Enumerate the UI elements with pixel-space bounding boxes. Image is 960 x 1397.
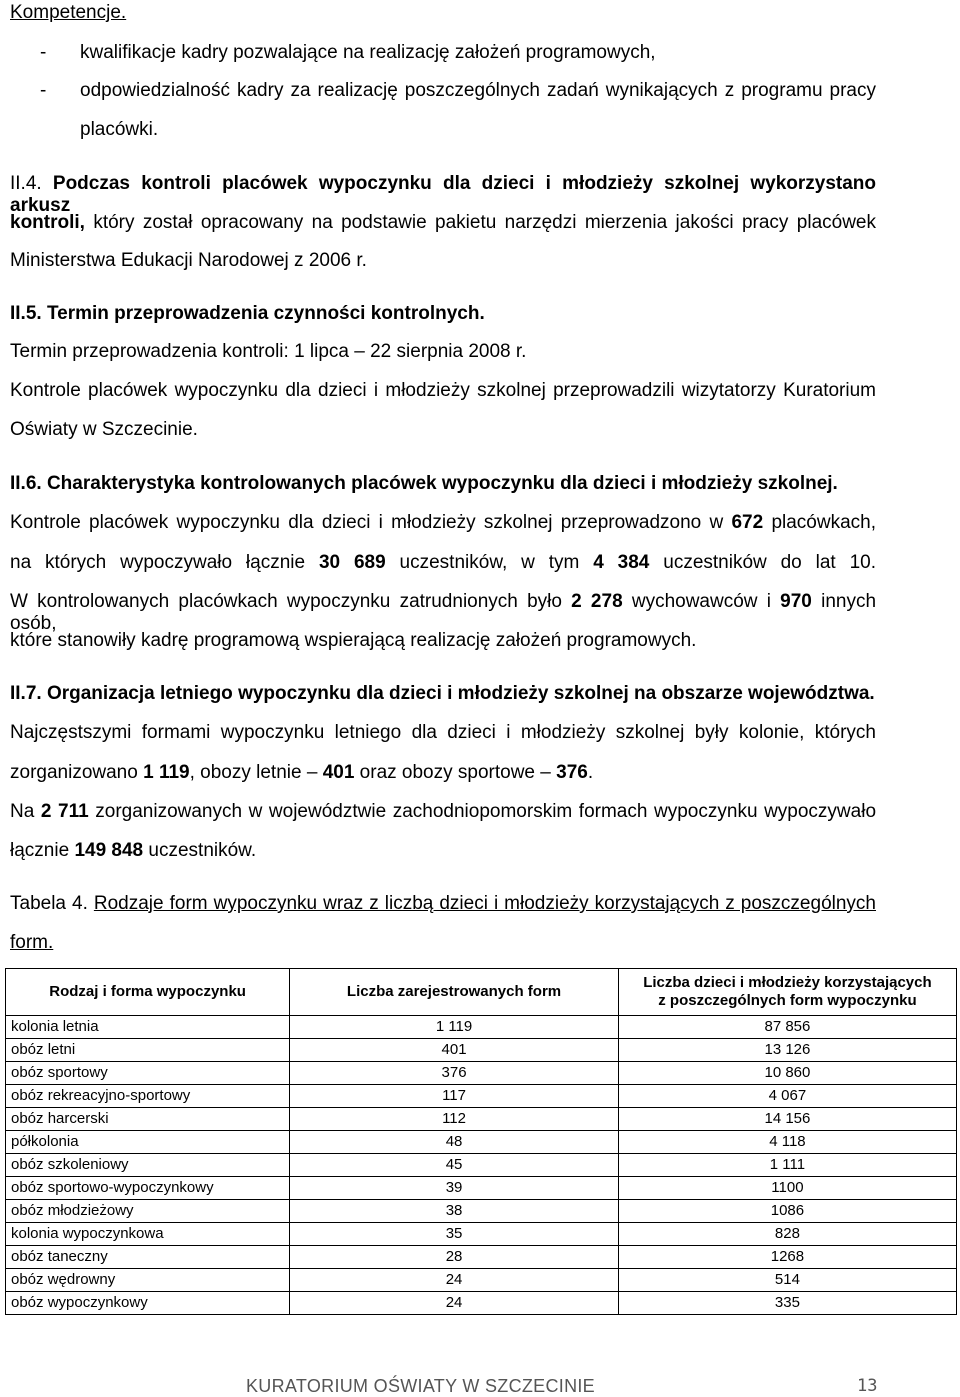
table-row (6, 1177, 957, 1200)
table-cell-form: obóz rekreacyjno-sportowy (6, 1085, 290, 1108)
table-cell-participants: 1100 (618, 1177, 956, 1200)
table-cell-count: 1 119 (290, 1016, 619, 1039)
table-header-cell: Rodzaj i forma wypoczynku (6, 969, 290, 1016)
section-2-5-line3: Oświaty w Szczecinie. (10, 419, 198, 440)
table-row (6, 1154, 957, 1177)
section-2-7-l1: Najczęstszymi formami wypoczynku letniego dla dzieci i młodzieży szkolnej były kolonie, których (10, 722, 876, 743)
section-2-6-p2: na których wypoczywało łącznie 30 689 uczestników, w tym 4 384 uczestników do lat 10. (10, 552, 876, 573)
table-caption-line1: Tabela 4. Rodzaje form wypoczynku wraz z liczbą dzieci i młodzieży korzystających z poszczególnych (10, 893, 876, 914)
table-cell-form: obóz sportowo-wypoczynkowy (6, 1177, 290, 1200)
section-2-4-line2: kontroli, który został opracowany na podstawie pakietu narzędzi mierzenia jakości pracy placówek (10, 212, 876, 233)
table-cell-form: obóz taneczny (6, 1246, 290, 1269)
table-row (6, 1039, 957, 1062)
table-cell-form: obóz wędrowny (6, 1269, 290, 1292)
table-cell-participants: 13 126 (618, 1039, 956, 1062)
competency-item: - (40, 80, 47, 101)
section-2-7-l4: łącznie 149 848 uczestników. (10, 840, 257, 861)
footer-organization: KURATORIUM OŚWIATY W SZCZECINIE (246, 1376, 595, 1396)
section-2-6-p3: W kontrolowanych placówkach wypoczynku zatrudnionych było 2 278 wychowawców i 970 innych osób, (10, 591, 877, 634)
table-cell-form: obóz szkoleniowy (6, 1154, 290, 1177)
table-cell-participants: 4 118 (618, 1131, 956, 1154)
competency-item-text: kwalifikacje kadry pozwalające na realizację założeń programowych, (80, 42, 656, 63)
table-row (6, 1131, 957, 1154)
table-row (6, 1292, 957, 1315)
table-cell-form: obóz wypoczynkowy (6, 1292, 290, 1315)
table-cell-count: 48 (290, 1131, 619, 1154)
competencies-heading: Kompetencje. (10, 2, 127, 23)
section-2-7-l3: Na 2 711 zorganizowanych w województwie zachodniopomorskim formach wypoczynku wypoczywało (10, 801, 877, 822)
table-caption-line2: form. (10, 932, 54, 953)
competency-item: - (40, 42, 47, 63)
table-cell-count: 45 (290, 1154, 619, 1177)
table-cell-count: 24 (290, 1269, 619, 1292)
table-row (6, 1062, 957, 1085)
table-cell-participants: 4 067 (618, 1085, 956, 1108)
page-number: 13 (857, 1376, 878, 1396)
table-cell-count: 117 (290, 1085, 619, 1108)
table-cell-form: obóz letni (6, 1039, 290, 1062)
table-cell-count: 28 (290, 1246, 619, 1269)
table-cell-count: 35 (290, 1223, 619, 1246)
table-header-cell: Liczba zarejestrowanych form (290, 969, 619, 1016)
table-cell-participants: 514 (618, 1269, 956, 1292)
competency-item-text: odpowiedzialność kadry za realizację poszczególnych zadań wynikających z programu pracy (80, 80, 876, 101)
table-row (6, 1200, 957, 1223)
section-2-5-line2: Kontrole placówek wypoczynku dla dzieci i młodzieży szkolnej przeprowadzili wizytatorzy Kuratorium (10, 380, 876, 401)
table-cell-participants: 828 (618, 1223, 956, 1246)
table-cell-count: 112 (290, 1108, 619, 1131)
table-header-row (6, 969, 957, 1016)
table-cell-participants: 1 111 (618, 1154, 956, 1177)
table-cell-count: 24 (290, 1292, 619, 1315)
section-2-6-heading: II.6. Charakterystyka kontrolowanych placówek wypoczynku dla dzieci i młodzieży szkolnej. (10, 473, 838, 494)
competency-item-text-cont: placówki. (80, 119, 159, 140)
section-2-5-heading: II.5. Termin przeprowadzenia czynności kontrolnych. (10, 303, 485, 324)
table-cell-form: obóz młodzieżowy (6, 1200, 290, 1223)
table-cell-participants: 1086 (618, 1200, 956, 1223)
table-cell-form: obóz harcerski (6, 1108, 290, 1131)
section-2-6-p4: które stanowiły kadrę programową wspierającą realizację założeń programowych. (10, 630, 697, 651)
table-row (6, 1016, 957, 1039)
table-cell-form: obóz sportowy (6, 1062, 290, 1085)
table-cell-count: 401 (290, 1039, 619, 1062)
table-header-cell: Liczba dzieci i młodzieży korzystających z poszczególnych form wypoczynku (618, 969, 956, 1016)
table-row (6, 1269, 957, 1292)
section-2-7-l2: zorganizowano 1 119, obozy letnie – 401 oraz obozy sportowe – 376. (10, 762, 594, 783)
table-cell-participants: 14 156 (618, 1108, 956, 1131)
table-cell-participants: 1268 (618, 1246, 956, 1269)
table-cell-count: 38 (290, 1200, 619, 1223)
table-cell-participants: 87 856 (618, 1016, 956, 1039)
table-row (6, 1085, 957, 1108)
table-cell-count: 376 (290, 1062, 619, 1085)
section-2-4-line3: Ministerstwa Edukacji Narodowej z 2006 r. (10, 250, 367, 271)
table-cell-form: kolonia wypoczynkowa (6, 1223, 290, 1246)
section-2-4-line1: II.4. Podczas kontroli placówek wypoczynku dla dzieci i młodzieży szkolnej wykorzystano arkusz (10, 173, 877, 216)
section-2-6-p1: Kontrole placówek wypoczynku dla dzieci i młodzieży szkolnej przeprowadzono w 672 placówkach, (10, 512, 877, 533)
table-row (6, 1223, 957, 1246)
table-row (6, 1108, 957, 1131)
table-cell-form: kolonia letnia (6, 1016, 290, 1039)
table-cell-count: 39 (290, 1177, 619, 1200)
table-cell-participants: 10 860 (618, 1062, 956, 1085)
forms-table (5, 968, 957, 1315)
section-2-7-heading: II.7. Organizacja letniego wypoczynku dla dzieci i młodzieży szkolnej na obszarze województwa. (10, 683, 875, 704)
table-cell-participants: 335 (618, 1292, 956, 1315)
table-cell-form: półkolonia (6, 1131, 290, 1154)
table-row (6, 1246, 957, 1269)
section-2-5-line1: Termin przeprowadzenia kontroli: 1 lipca – 22 sierpnia 2008 r. (10, 341, 527, 362)
